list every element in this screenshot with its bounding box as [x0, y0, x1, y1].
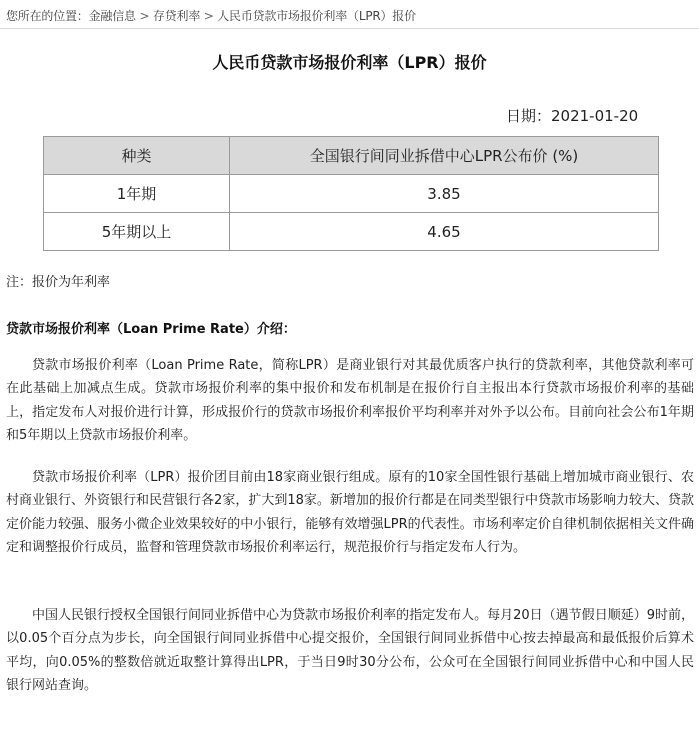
- table-row: [44, 175, 659, 213]
- breadcrumb-separator: >: [139, 9, 150, 23]
- intro-paragraph: 贷款市场报价利率（LPR）报价团目前由18家商业银行组成。原有的10家全国性银行基础上增加城市商业银行、农村商业银行、外资银行和民营银行各2家，扩大到18家。新增加的报价行都是在同类型银行中贷款市场影响力较大、贷款定价能力较强、服务小微企业效果较好的中小银行，能够有效增强LPR的代表性。市场利率定价自律机制依据相关文件确定和调整报价行成员，监督和管理贷款市场报价利率运行，规范报价行与指定发布人行为。: [6, 470, 694, 556]
- header-term: 种类: [44, 137, 230, 175]
- lpr-intro-heading: 贷款市场报价利率（Loan Prime Rate）介绍：: [6, 322, 296, 337]
- breadcrumb-divider: [0, 28, 699, 29]
- breadcrumb-separator: >: [203, 9, 214, 23]
- breadcrumb: [6, 7, 416, 24]
- table-header-row: [44, 137, 659, 175]
- breadcrumb-current-page[interactable]: 人民币贷款市场报价利率（LPR）报价: [217, 9, 416, 23]
- header-lpr-rate: 全国银行间同业拆借中心LPR公布价 (%): [230, 137, 659, 175]
- rate-cell: 3.85: [230, 175, 659, 213]
- publish-date: 日期：2021-01-20: [506, 107, 639, 125]
- breadcrumb-link-finance-info[interactable]: 金融信息: [88, 9, 136, 23]
- breadcrumb-prefix: 您所在的位置：: [6, 9, 89, 23]
- table-row: [44, 213, 659, 251]
- term-cell: 1年期: [44, 175, 230, 213]
- intro-paragraph: 中国人民银行授权全国银行间同业拆借中心为贷款市场报价利率的指定发布人。每月20日（遇节假日顺延）9时前，以0.05个百分点为步长，向全国银行间同业拆借中心提交报价，全国银行间同业拆借中心按去掉最高和最低报价后算术平均，向0.05%的整数倍就近取整计算得出LPR，于当日9时30分公布，公众可在全国银行间同业拆借中心和中国人民银行网站查询。: [6, 608, 694, 694]
- breadcrumb-link-deposit-loan-rates[interactable]: 存贷利率: [152, 9, 201, 23]
- lpr-rate-table: [43, 136, 659, 251]
- intro-paragraph: 贷款市场报价利率（Loan Prime Rate，简称LPR）是商业银行对其最优质客户执行的贷款利率，其他贷款利率可在此基础上加减点生成。贷款市场报价利率的集中报价和发布机制是在报价行自主报出本行贷款市场报价利率的基础上，指定发布人对报价进行计算，形成报价行的贷款市场报价利率报价平均利率并对外予以公布。目前向社会公布1年期和5年期以上贷款市场报价利率。: [6, 358, 694, 444]
- rate-cell: 4.65: [230, 213, 659, 251]
- term-cell: 5年期以上: [44, 213, 230, 251]
- rate-note: 注：报价为年利率: [6, 275, 111, 290]
- page-title: 人民币贷款市场报价利率（LPR）报价: [212, 53, 487, 72]
